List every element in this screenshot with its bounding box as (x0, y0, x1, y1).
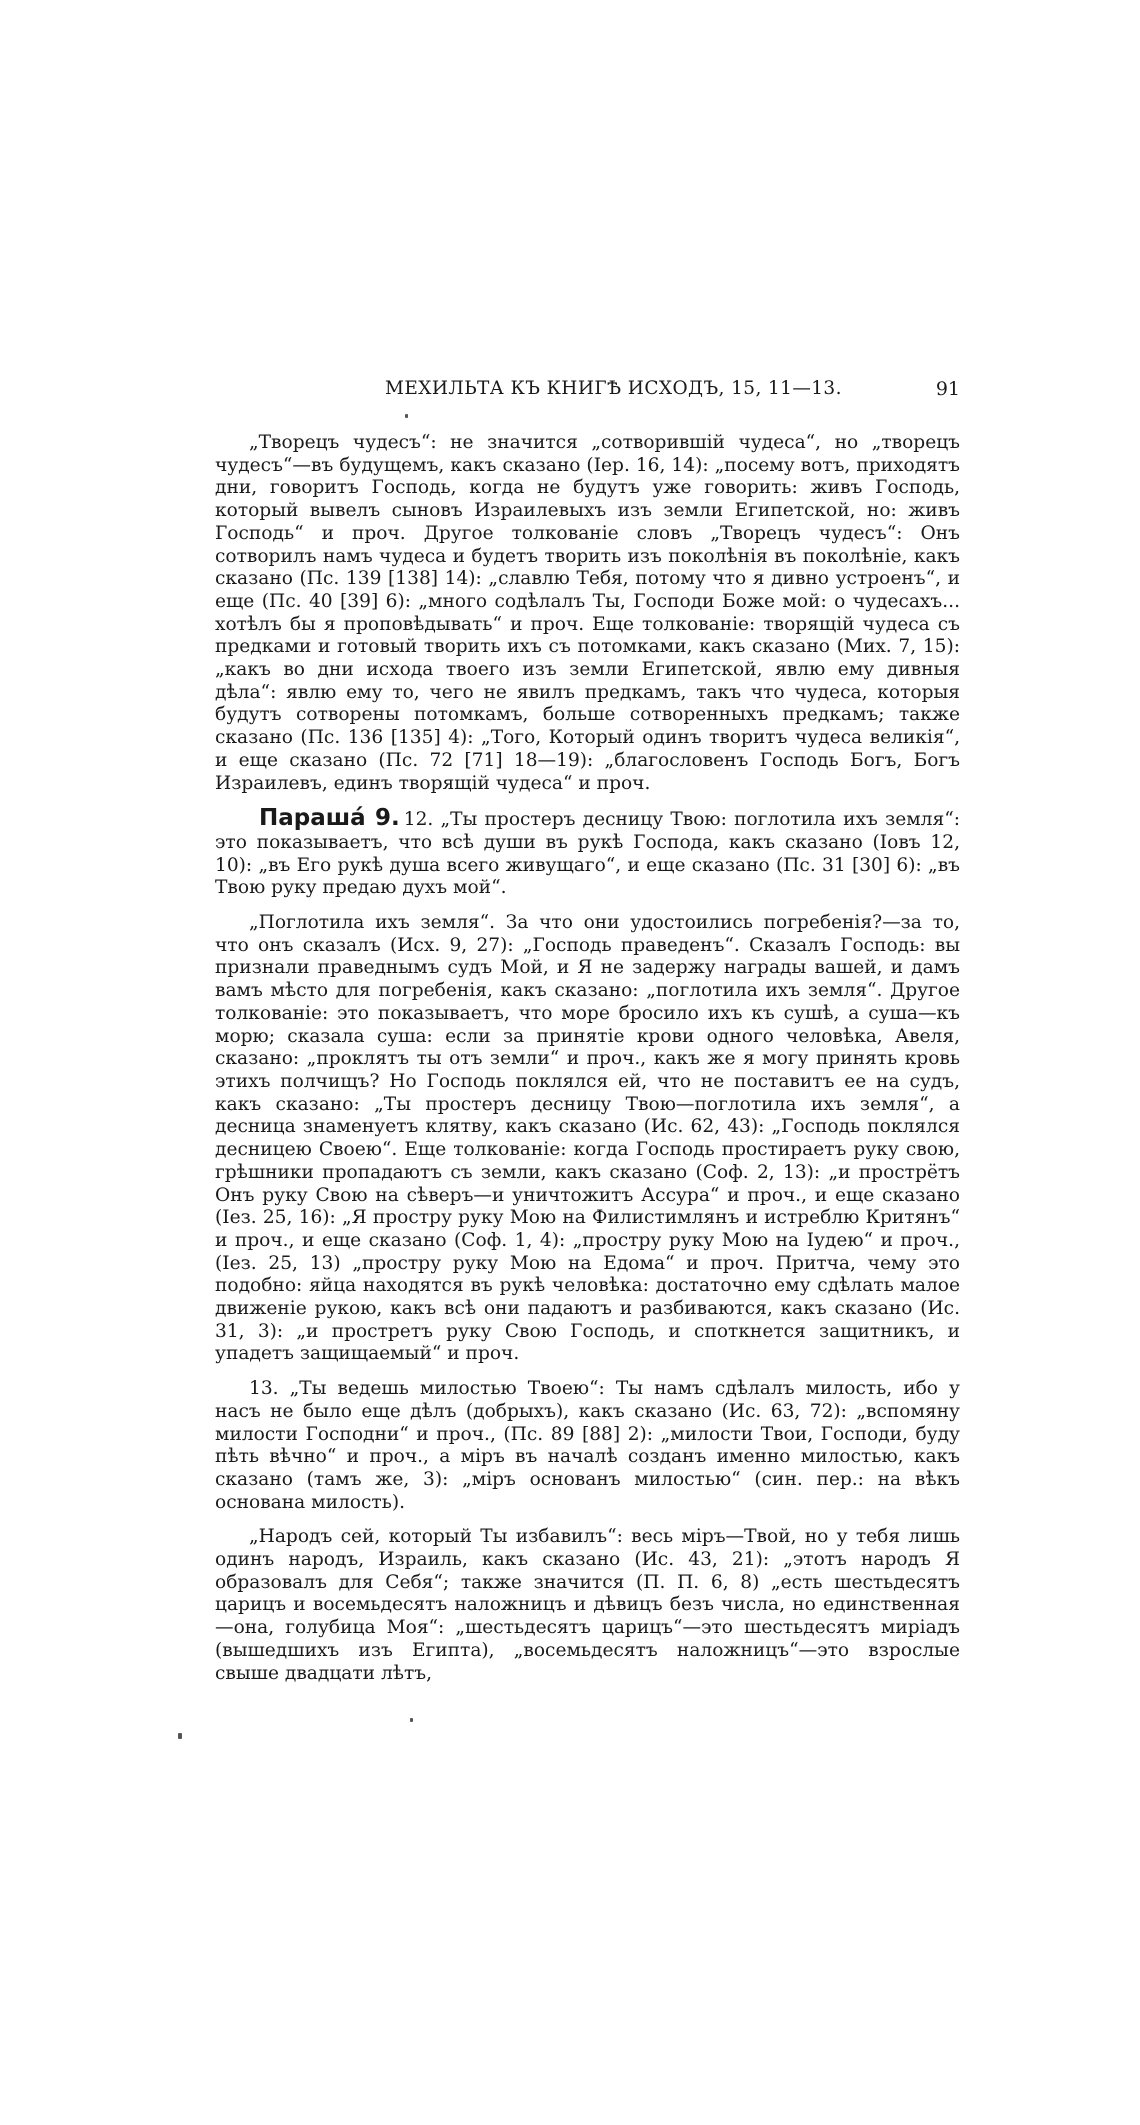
body-text (215, 432, 960, 1697)
running-title: МЕХИЛЬТА КЪ КНИГѢ ИСХОДЪ, 15, 11—13. (385, 378, 842, 399)
parasha-heading: Параша́ 9. (259, 805, 400, 832)
page-number: 91 (935, 378, 960, 400)
scan-speck (405, 414, 408, 418)
paragraph-parasha-9 (215, 807, 960, 900)
paragraph-verse-13: 13. „Ты ведешь милостью Твоею“: Ты намъ сдѣлалъ милость, ибо у насъ не было еще дѣлъ (добрыхъ), какъ сказано (Ис. 63, 72): „вспомяну милости Господни“ и проч., (Пс. 89 [88] 2): „милости Твои, Господи, буду пѣть вѣчно“ и проч., а міръ въ началѣ созданъ именно милостью, какъ сказано (тамъ же, 3): „міръ основанъ милостью“ (син. пер.: на вѣкъ основана милость). (215, 1378, 960, 1513)
paragraph-redeemed-people: „Народъ сей, который Ты избавилъ“: весь міръ—Твой, но у тебя лишь одинъ народъ, Израиль, какъ сказано (Ис. 43, 21): „этотъ народъ Я образовалъ для Себя“; также значится (П. П. 6, 8) „есть шестьдесятъ царицъ и восемьдесятъ наложницъ и дѣвицъ безъ числа, но единственная—она, голубица Моя“: „шестьдесятъ царицъ“—это шестьдесятъ миріадъ (вышедшихъ изъ Египта), „восемьдесятъ наложницъ“—это взрослые свыше двадцати лѣтъ, (215, 1526, 960, 1684)
paragraph-creator-of-wonders: „Творецъ чудесъ“: не значится „сотворившій чудеса“, но „творецъ чудесъ“—въ будущемъ, какъ сказано (Іер. 16, 14): „посему вотъ, приходятъ дни, говоритъ Господь, когда не будутъ уже говорить: живъ Господь, который вывелъ сыновъ Израилевыхъ изъ земли Египетской, но: живъ Господь“ и проч. Другое толкованіе словъ „Творецъ чудесъ“: Онъ сотворилъ намъ чудеса и будетъ творить изъ поколѣнія въ поколѣніе, какъ сказано (Пс. 139 [138] 14): „славлю Тебя, потому что я дивно устроенъ“, и еще (Пс. 40 [39] 6): „много содѣлалъ Ты, Господи Боже мой: о чудесахъ... хотѣлъ бы я проповѣдывать“ и проч. Еще толкованіе: творящій чудеса съ предками и готовый творить ихъ съ потомками, какъ сказано (Мих. 7, 15): „какъ во дни исхода твоего изъ земли Египетской, явлю ему дивныя дѣла“: явлю ему то, чего не явилъ предкамъ, такъ что чудеса, которыя будутъ сотворены потомкамъ, больше сотворенныхъ предкамъ; также сказано (Пс. 136 [135] 4): „Того, Который одинъ творитъ чудеса великія“, и еще сказано (Пс. 72 [71] 18—19): „благословенъ Господь Богъ, Богъ Израилевъ, единъ творящій чудеса“ и проч. (215, 432, 960, 794)
scan-speck (410, 1718, 413, 1722)
paragraph-swallowed-by-earth: „Поглотила ихъ земля“. За что они удостоились погребенія?—за то, что онъ сказалъ (Исх. 9, 27): „Господь праведенъ“. Сказалъ Господь: вы признали праведнымъ судъ Мой, и Я не задержу награды вашей, и дамъ вамъ мѣсто для погребенія, какъ сказано: „поглотила ихъ земля“. Другое толкованіе: это показываетъ, что море бросило ихъ къ сушѣ, а суша—къ морю; сказала суша: если за принятіе крови одного человѣка, Авеля, сказано: „проклятъ ты отъ земли“ и проч., какъ же я могу принять кровь этихъ полчищъ? Но Господь поклялся ей, что не поставитъ ее на судъ, какъ сказано: „Ты простеръ десницу Твою—поглотила ихъ земля“, а десница знаменуетъ клятву, какъ сказано (Ис. 62, 43): „Господь поклялся десницею Своею“. Еще толкованіе: когда Господь простираетъ руку свою, грѣшники пропадаютъ съ земли, какъ сказано (Соф. 2, 13): „и прострётъ Онъ руку Свою на сѣверъ—и уничтожитъ Ассура“ и проч., и еще сказано (Іез. 25, 16): „Я простру руку Мою на Филистимлянъ и истреблю Критянъ“ и проч., и еще сказано (Соф. 1, 4): „простру руку Мою на Іудею“ и проч., (Іез. 25, 13) „простру руку Мою на Едома“ и проч. Притча, чему это подобно: яйца находятся въ рукѣ человѣка: достаточно ему сдѣлать малое движеніе рукою, какъ всѣ они падаютъ и разбиваются, какъ сказано (Ис. 31, 3): „и простретъ руку Свою Господь, и споткнется защитникъ, и упадетъ защищаемый“ и проч. (215, 912, 960, 1365)
scan-speck (178, 1733, 182, 1739)
page-header (215, 378, 960, 410)
parasha-text: 12. „Ты простеръ десницу Твою: поглотила ихъ земля“: это показываетъ, что всѣ души въ рукѣ Господа, какъ сказано (Іовъ 12, 10): „въ Его рукѣ душа всего живущаго“, и еще сказано (Пс. 31 [30] 6): „въ Твою руку предаю духъ мой“. (215, 809, 960, 899)
